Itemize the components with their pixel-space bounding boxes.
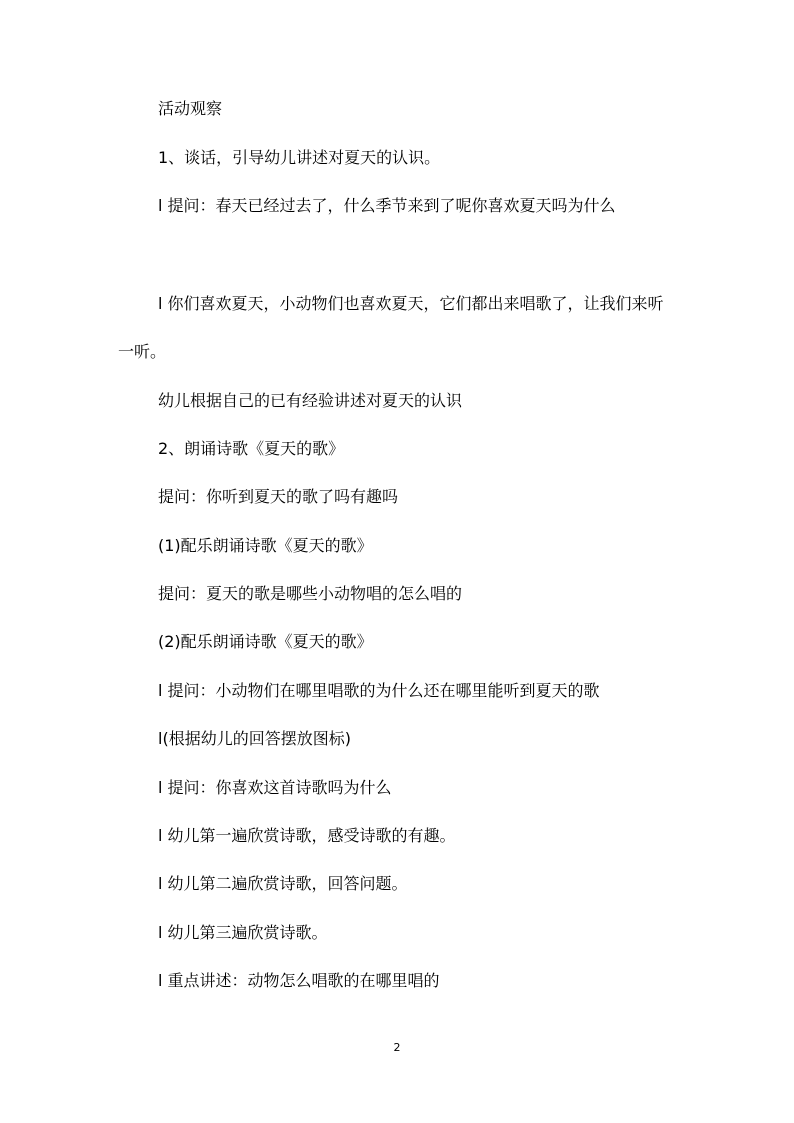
paragraph-step-2-recite: 2、朗诵诗歌《夏天的歌》 (158, 439, 345, 458)
paragraph-step-1-conversation: 1、谈话，引导幼儿讲述对夏天的认识。 (158, 148, 441, 167)
paragraph-children-describe: 幼儿根据自己的已有经验讲述对夏天的认识 (158, 391, 463, 410)
paragraph-activity-observation: 活动观察 (158, 99, 223, 118)
paragraph-key-narration: l 重点讲述：动物怎么唱歌的在哪里唱的 (158, 971, 440, 990)
paragraph-recite-1: (1)配乐朗诵诗歌《夏天的歌》 (158, 536, 373, 555)
paragraph-third-appreciation: l 幼儿第三遍欣赏诗歌。 (158, 923, 328, 942)
paragraph-recite-2: (2)配乐朗诵诗歌《夏天的歌》 (158, 632, 373, 651)
page-number: 2 (393, 1041, 401, 1054)
paragraph-animals-singing: l 你们喜欢夏天，小动物们也喜欢夏天，它们都出来唱歌了，让我们来听一听。 (118, 294, 664, 361)
paragraph-question-like-poem: l 提问：你喜欢这首诗歌吗为什么 (158, 778, 392, 797)
paragraph-question-where-sing: l 提问：小动物们在哪里唱歌的为什么还在哪里能听到夏天的歌 (158, 681, 600, 700)
paragraph-question-spring-summer: l 提问：春天已经过去了，什么季节来到了呢你喜欢夏天吗为什么 (158, 196, 616, 215)
paragraph-question-which-animals: 提问：夏天的歌是哪些小动物唱的怎么唱的 (158, 584, 463, 603)
paragraph-first-appreciation: l 幼儿第一遍欣赏诗歌，感受诗歌的有趣。 (158, 826, 456, 845)
paragraph-question-heard-song: 提问：你听到夏天的歌了吗有趣吗 (158, 487, 399, 506)
paragraph-place-icons: l(根据幼儿的回答摆放图标) (158, 729, 351, 748)
paragraph-second-appreciation: l 幼儿第二遍欣赏诗歌，回答问题。 (158, 874, 408, 893)
